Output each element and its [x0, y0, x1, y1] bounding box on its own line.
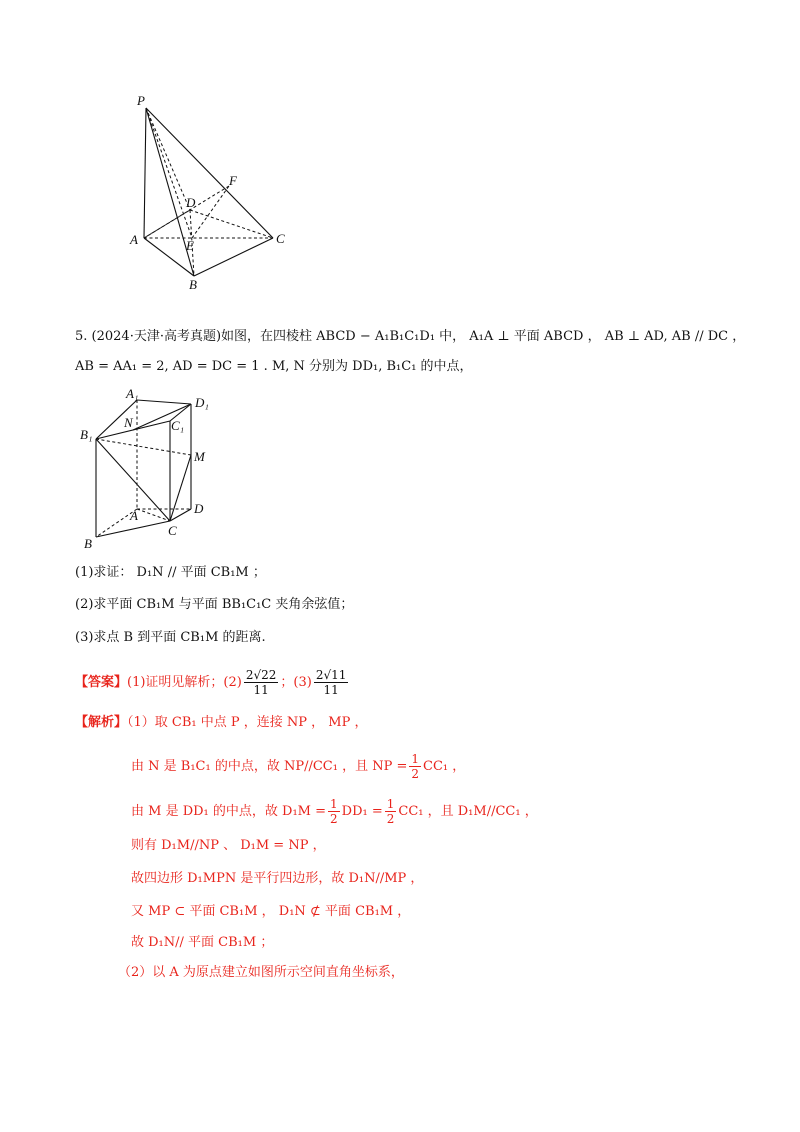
question-1: (1)求证： D₁N // 平面 CB₁M ； [75, 565, 266, 580]
label-A1: A₁ [126, 386, 139, 401]
label-C: C [168, 523, 177, 538]
label-D1: D₁ [195, 395, 209, 410]
label-N: N [124, 415, 133, 430]
solution-fraction-half-3 [385, 797, 397, 826]
solution-step-1: （1）取 CB₁ 中点 P ，连接 NP ， MP ， [127, 715, 368, 730]
label-A: A [130, 508, 138, 523]
question-2: (2)求平面 CB₁M 与平面 BB₁C₁C 夹角余弦值； [75, 597, 354, 612]
answer-2-fraction [244, 668, 279, 697]
label-D: D [194, 501, 204, 516]
answer-3-fraction [314, 668, 349, 697]
seg-PE [146, 108, 192, 238]
edge-A1D1 [137, 400, 191, 404]
solution-step-3c: CC₁ ，且 D₁M//CC₁ ， [398, 804, 538, 819]
answer-part1: (1)证明见解析；(2) [127, 675, 242, 690]
label-A: A [130, 232, 138, 247]
fraction-numerator: 1 [330, 797, 338, 811]
fraction-denominator: 2 [411, 767, 419, 781]
label-C1: C₁ [171, 418, 185, 433]
answer-2-denominator: 11 [253, 683, 269, 697]
solution-label: 【解析】 [75, 715, 128, 730]
question-3: (3)求点 B 到平面 CB₁M 的距离. [75, 630, 266, 645]
answer-sep: ；(3) [280, 675, 312, 690]
fraction-denominator: 2 [330, 812, 338, 826]
fraction-numerator: 1 [386, 797, 395, 811]
answer-2-numerator: 2√22 [245, 668, 277, 682]
solution-line-4: 则有 D₁M//NP 、 D₁M = NP ， [131, 838, 326, 853]
seg-B1M [96, 439, 191, 455]
solution-step-2a: 由 N 是 B₁C₁ 的中点，故 NP//CC₁ ，且 NP = [131, 759, 408, 774]
label-B: B [189, 277, 197, 292]
solution-step-3a: 由 M 是 DD₁ 的中点，故 D₁M = [131, 804, 327, 819]
solution-line-3 [131, 797, 538, 826]
solution-line-2 [131, 752, 465, 781]
edge-PD [146, 108, 190, 210]
label-C: C [276, 231, 285, 246]
fraction-numerator: 1 [411, 752, 419, 766]
solution-line-6: 又 MP ⊂ 平面 CB₁M ， D₁N ⊄ 平面 CB₁M ， [131, 904, 411, 919]
answer-3-numerator: 2√11 [315, 668, 347, 682]
label-E: E [186, 238, 194, 253]
label-P: P [137, 93, 145, 108]
fraction-denominator: 2 [386, 812, 395, 826]
solution-line-1 [75, 713, 367, 733]
solution-line-7: 故 D₁N// 平面 CB₁M ； [131, 935, 274, 950]
pyramid-figure [125, 92, 300, 292]
problem-line-2: AB = AA₁ = 2, AD = DC = 1 . M, N 分别为 DD₁, B₁C₁ 的中点， [75, 359, 473, 374]
solution-line-8: （2）以 A 为原点建立如图所示空间直角坐标系， [118, 965, 404, 980]
seg-FA [144, 186, 229, 238]
solution-step-3b: DD₁ = [341, 804, 383, 819]
edge-PA [144, 108, 146, 238]
edge-BC [194, 238, 273, 276]
label-M: M [194, 449, 205, 464]
label-F: F [229, 173, 237, 188]
label-D: D [186, 195, 196, 210]
prism-figure [78, 385, 223, 553]
label-B1: B₁ [80, 427, 93, 442]
seg-EF [192, 186, 229, 238]
problem-line-1: 5. (2024·天津·高考真题)如图，在四棱柱 ABCD − A₁B₁C₁D₁ 中， A₁A ⊥ 平面 ABCD ， AB ⊥ AD, AB // DC ， [75, 329, 746, 344]
solution-fraction-half-1 [409, 752, 421, 781]
solution-fraction-half-2 [328, 797, 340, 826]
answer-label: 【答案】 [75, 675, 128, 690]
solution-step-2b: CC₁ ， [423, 759, 466, 774]
label-B: B [84, 536, 92, 551]
answer-3-denominator: 11 [323, 683, 339, 697]
solution-line-5: 故四边形 D₁MPN 是平行四边形，故 D₁N//MP ， [131, 871, 424, 886]
answer-line [75, 668, 350, 697]
